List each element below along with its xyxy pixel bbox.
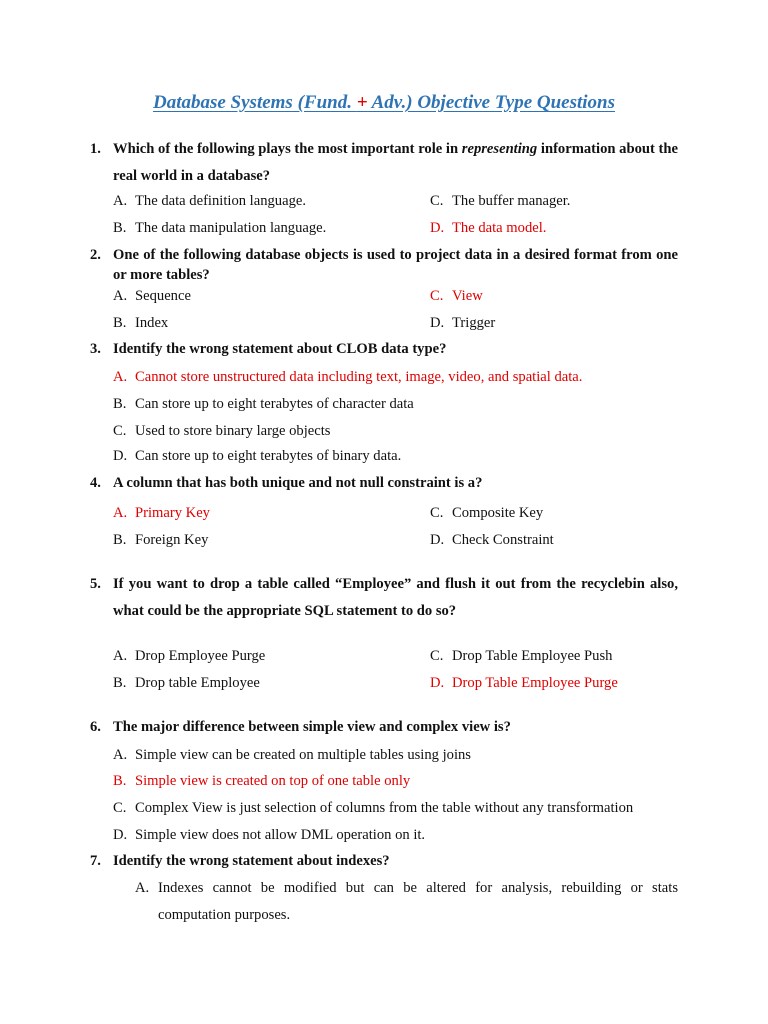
option-b-answer: B. Simple view is created on top of one table only	[113, 773, 411, 789]
option-d-answer: D. Drop Table Employee Purge	[430, 675, 618, 691]
option-b: B. Foreign Key	[113, 532, 209, 548]
question-6	[90, 714, 678, 741]
option-c-answer: C. View	[430, 288, 483, 304]
question-number: 4.	[90, 475, 101, 491]
question-number: 3.	[90, 341, 101, 357]
page-title: Database Systems (Fund. + Adv.) Objective Type Questions	[152, 92, 616, 113]
question-text: One of the following database objects is used to project data in a desired format from one or more tables?	[113, 247, 678, 283]
question-5	[90, 571, 678, 625]
question-2	[90, 246, 678, 285]
option-b: B. Can store up to eight terabytes of character data	[113, 396, 414, 412]
option-d-answer: D. The data model.	[430, 220, 547, 236]
option-c: C. Drop Table Employee Push	[430, 648, 613, 664]
question-text: A column that has both unique and not null constraint is a?	[113, 475, 483, 491]
question-7	[90, 848, 678, 875]
question-number: 5.	[90, 576, 101, 592]
option-d: D. Simple view does not allow DML operation on it.	[113, 827, 426, 843]
option-c: C. Composite Key	[430, 505, 544, 521]
question-1	[90, 136, 678, 190]
option-a-answer: A. Primary Key	[113, 505, 210, 521]
option-a: A. Simple view can be created on multiple tables using joins	[113, 747, 471, 763]
option-d: D. Check Constraint	[430, 532, 554, 548]
question-number: 7.	[90, 853, 101, 869]
option-a: A. Sequence	[113, 288, 191, 304]
question-4	[90, 470, 678, 497]
question-number: 1.	[90, 141, 101, 157]
option-a: A. The data definition language.	[113, 193, 307, 209]
option-d: D. Trigger	[430, 315, 496, 331]
option-b: B. The data manipulation language.	[113, 220, 327, 236]
option-b: B. Index	[113, 315, 169, 331]
question-text: Which of the following plays the most important role in representing information about the real world in a database?	[113, 141, 679, 184]
question-number: 6.	[90, 719, 101, 735]
option-b: B. Drop table Employee	[113, 675, 260, 691]
question-text: Identify the wrong statement about indexes?	[113, 853, 390, 869]
option-a: A. Drop Employee Purge	[113, 648, 266, 664]
option-d: D. Can store up to eight terabytes of binary data.	[113, 448, 402, 464]
question-3	[90, 336, 678, 363]
option-a-answer: A. Cannot store unstructured data including text, image, video, and spatial data.	[113, 369, 583, 385]
question-text: If you want to drop a table called “Employee” and flush it out from the recyclebin also, what could be the appropriate SQL statement to do so?	[113, 576, 678, 619]
option-a: A. Indexes cannot be modified but can be altered for analysis, rebuilding or stats computation purposes.	[135, 880, 678, 923]
option-c: C. Complex View is just selection of columns from the table without any transformation	[113, 800, 634, 816]
option-c: C. The buffer manager.	[430, 193, 571, 209]
question-text: Identify the wrong statement about CLOB data type?	[113, 341, 447, 357]
option-c: C. Used to store binary large objects	[113, 423, 331, 439]
question-text: The major difference between simple view and complex view is?	[113, 719, 511, 735]
question-number: 2.	[90, 247, 101, 263]
